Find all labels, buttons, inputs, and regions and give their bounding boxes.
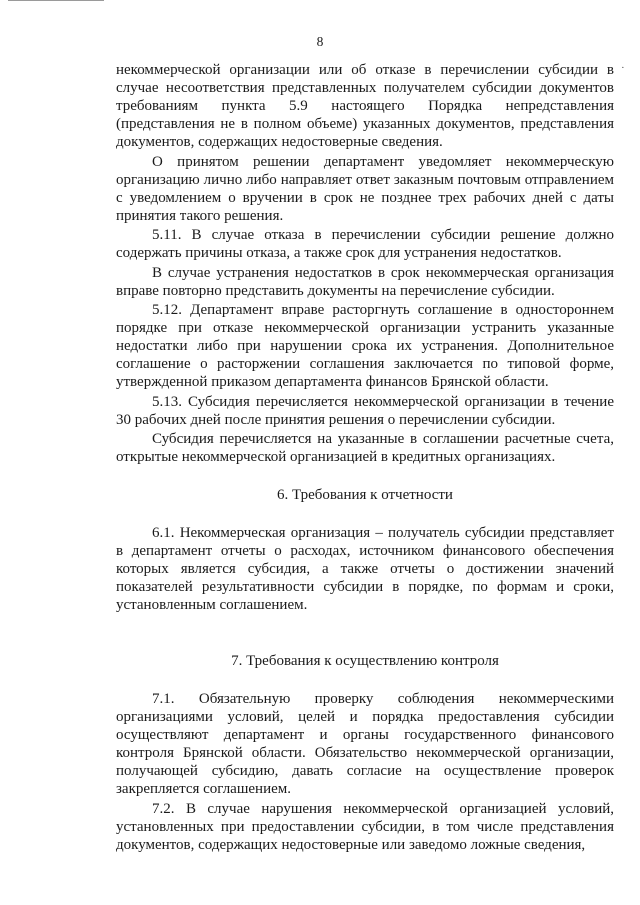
paragraph-5-11: 5.11. В случае отказа в перечислении субсидии решение должно содержать причины отказа, а также срок для устранения недостатков. — [116, 227, 614, 261]
document-body — [116, 61, 614, 855]
paragraph-7-2: 7.2. В случае нарушения некоммерческой организацией условий, установленных при предоставлении субсидии, в том числе представления документов, содержащих недостоверные или заведомо ложные сведения, — [116, 800, 614, 853]
paragraph-5-12: 5.12. Департамент вправе расторгнуть соглашение в одностороннем порядке при отказе некоммерческой организации устранить указанные недостатки либо при нарушении срока их устранения. Дополнительное соглашение о расторжении соглашения заключается по типовой форме, утвержденной приказом департамента финансов Брянской области. — [116, 302, 614, 390]
section-heading-7: 7. Требования к осуществлению контроля — [231, 653, 499, 669]
paragraph-6-1: 6.1. Некоммерческая организация – получатель субсидии представляет в департамент отчеты о расходах, источником финансового обеспечения которых является субсидия, а также отчеты о достижении значений показателей результативности субсидии в порядке, по формам и сроки, установленным соглашением. — [116, 525, 614, 613]
paragraph-7-1: 7.1. Обязательную проверку соблюдения некоммерческими организациями условий, целей и порядка предоставления субсидии осуществляют департамент и органы государственного финансового контроля Брянской области. Обязательство некоммерческой организации, получающей субсидию, давать согласие на осуществление проверок закрепляется соглашением. — [116, 691, 614, 797]
page-number: 8 — [316, 34, 324, 49]
section-heading-6: 6. Требования к отчетности — [277, 487, 453, 503]
paragraph-notification: О принятом решении департамент уведомляет некоммерческую организацию лично либо направляет ответ заказным почтовым отправлением с уведомлением о вручении в срок не позднее трех рабочих дней с даты принятия такого решения. — [116, 153, 614, 224]
paragraph-5-13: 5.13. Субсидия перечисляется некоммерческой организации в течение 30 рабочих дней после принятия решения о перечислении субсидии. — [116, 393, 614, 428]
paragraph-continuation: некоммерческой организации или об отказе в перечислении субсидии в случае несоответствия представленных получателем субсидии документов требованиям пункта 5.9 настоящего Порядка непредставления (представления не в полном объеме) указанных документов, представления документов, содержащих недостоверные сведения. — [116, 62, 614, 150]
paragraph-resubmission: В случае устранения недостатков в срок некоммерческая организация вправе повторно представить документы на перечисление субсидии. — [116, 264, 614, 299]
scan-edge-line — [8, 0, 104, 1]
paragraph-accounts: Субсидия перечисляется на указанные в соглашении расчетные счета, открытые некоммерческой организацией в кредитных организациях. — [116, 431, 614, 465]
margin-mark: · — [621, 62, 625, 74]
